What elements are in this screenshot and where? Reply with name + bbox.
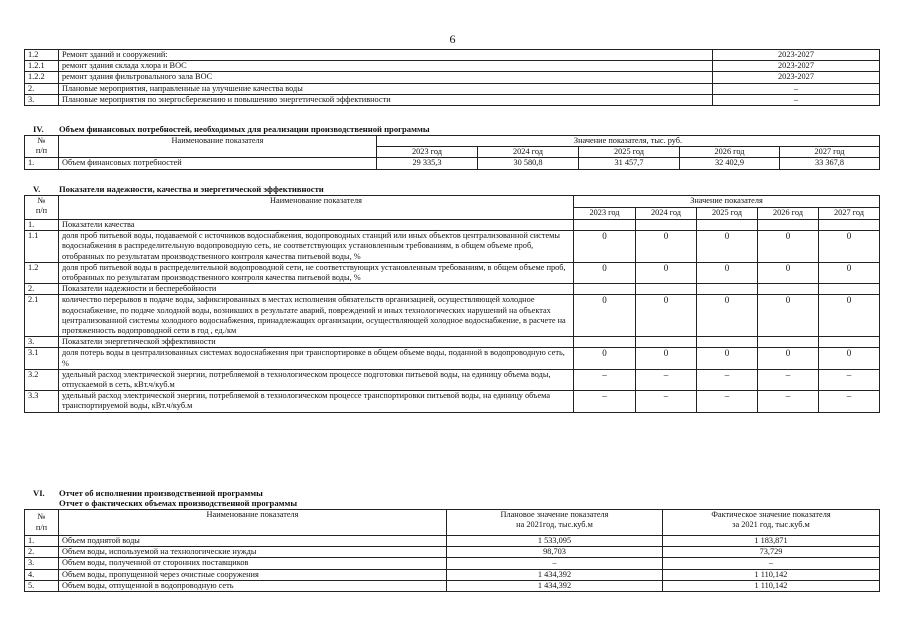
row-name: Объем воды, полученной от сторонних поставщиков	[59, 558, 447, 569]
row-value	[819, 220, 880, 231]
row-name: Объем воды, отпущенной в водопроводную сеть	[59, 580, 447, 591]
row-name: Объем финансовых потребностей	[59, 158, 377, 169]
row-value: 0	[697, 295, 758, 337]
year-header: 2026 год	[680, 147, 780, 158]
row-value: 0	[574, 262, 636, 283]
row-period: 2023-2027	[713, 72, 880, 83]
table-row	[25, 220, 880, 231]
measures-table	[24, 49, 880, 106]
row-name: Объем воды, пропущенной через очистные сооружения	[59, 569, 447, 580]
table-row	[25, 391, 880, 412]
table-row	[25, 295, 880, 337]
table-row	[25, 262, 880, 283]
row-value: –	[574, 369, 636, 390]
report-table	[24, 509, 880, 592]
row-plan: 1 533,095	[447, 536, 663, 547]
row-value	[574, 220, 636, 231]
table-row	[25, 547, 880, 558]
year-header: 2027 год	[780, 147, 880, 158]
section-4-title: Объем финансовых потребностей, необходимых для реализации производственной программы	[59, 124, 430, 134]
row-number: 1.	[25, 220, 59, 231]
row-fact: –	[663, 558, 880, 569]
row-name: Показатели качества	[59, 220, 574, 231]
section-5-heading	[33, 184, 324, 194]
row-plan: 1 434,392	[447, 569, 663, 580]
page-number: 6	[449, 32, 456, 46]
row-value	[697, 284, 758, 295]
row-number: 2.	[25, 284, 59, 295]
row-name: Показатели надежности и бесперебойности	[59, 284, 574, 295]
section-6-title: Отчет об исполнении производственной программы	[59, 488, 263, 498]
year-header: 2024 год	[636, 208, 697, 220]
row-value: 0	[574, 295, 636, 337]
row-name: ремонт здания склада хлора и ВОС	[59, 61, 713, 72]
table-row	[25, 284, 880, 295]
table-row	[25, 558, 880, 569]
row-fact: 1 110,142	[663, 580, 880, 591]
section-6-subtitle	[33, 498, 297, 508]
row-value	[697, 220, 758, 231]
row-value: 0	[697, 348, 758, 369]
row-value: 0	[758, 262, 819, 283]
row-number: 1.2	[25, 50, 59, 61]
row-value: 31 457,7	[579, 158, 680, 169]
row-number: 2.	[25, 83, 59, 94]
table-row	[25, 348, 880, 369]
table-row	[25, 369, 880, 390]
row-number: 2.1	[25, 295, 59, 337]
row-value: 30 580,8	[478, 158, 579, 169]
row-value: 0	[819, 295, 880, 337]
row-fact: 1 183,871	[663, 536, 880, 547]
row-value: 0	[819, 262, 880, 283]
report-col-fact: Фактическое значение показателя за 2021 год, тыс.куб.м	[663, 510, 880, 536]
year-header: 2024 год	[478, 147, 579, 158]
section-5-title: Показатели надежности, качества и энергетической эффективности	[59, 184, 324, 194]
row-value: 0	[758, 231, 819, 263]
report-col-plan: Плановое значение показателя на 2021год, тыс.куб.м	[447, 510, 663, 536]
year-header: 2023 год	[574, 208, 636, 220]
row-number: 3.1	[25, 348, 59, 369]
finance-col-num: № п/п	[25, 136, 59, 158]
finance-table	[24, 135, 880, 170]
row-value	[636, 337, 697, 348]
row-value: 33 367,8	[780, 158, 880, 169]
row-value: 0	[574, 348, 636, 369]
row-name: Плановые мероприятия по энергосбережению и повышению энергетической эффективности	[59, 94, 713, 105]
row-number: 4.	[25, 569, 59, 580]
table-row	[25, 72, 880, 83]
row-value	[574, 337, 636, 348]
table-row	[25, 61, 880, 72]
row-number: 2.	[25, 547, 59, 558]
row-value: –	[574, 391, 636, 412]
row-value	[758, 220, 819, 231]
indicators-col-name: Наименование показателя	[59, 196, 574, 220]
row-number: 1.2.1	[25, 61, 59, 72]
row-number: 1.	[25, 536, 59, 547]
row-period: –	[713, 94, 880, 105]
row-number: 1.	[25, 158, 59, 169]
row-value: –	[819, 391, 880, 412]
row-value	[758, 284, 819, 295]
row-name: Ремонт зданий и сооружений:	[59, 50, 713, 61]
row-value: 0	[574, 231, 636, 263]
row-value	[636, 220, 697, 231]
year-header: 2025 год	[579, 147, 680, 158]
row-name: Объем воды, используемой на технологические нужды	[59, 547, 447, 558]
row-number: 1.1	[25, 231, 59, 263]
row-fact: 73,729	[663, 547, 880, 558]
row-value: –	[758, 369, 819, 390]
row-value: –	[636, 369, 697, 390]
row-number: 3.	[25, 558, 59, 569]
year-header: 2025 год	[697, 208, 758, 220]
row-plan: –	[447, 558, 663, 569]
row-number: 1.2	[25, 262, 59, 283]
row-name: количество перерывов в подаче воды, зафиксированных в местах исполнения обязательств организацией, осуществляющей холодное водоснабжение, по подаче холодной воды, возникших в результате аварий, повреждений и иных технологических нарушений на объектах централизованной системы холодного водоснабжения, принадлежащих организации, осуществляющей холодное водоснабжение, в расчете на протяженность водопроводной сети в год , ед./км	[59, 295, 574, 337]
row-value	[636, 284, 697, 295]
row-number: 3.	[25, 94, 59, 105]
row-number: 5.	[25, 580, 59, 591]
table-row	[25, 580, 880, 591]
row-value: –	[758, 391, 819, 412]
row-number: 3.	[25, 337, 59, 348]
indicators-col-num: № п/п	[25, 196, 59, 220]
row-period: 2023-2027	[713, 50, 880, 61]
section-6-number: VI.	[33, 488, 45, 498]
table-row	[25, 158, 880, 169]
table-row	[25, 83, 880, 94]
row-value: 0	[636, 231, 697, 263]
row-value: –	[636, 391, 697, 412]
finance-col-name: Наименование показателя	[59, 136, 377, 158]
row-name: Плановые мероприятия, направленные на улучшение качества воды	[59, 83, 713, 94]
report-col-name: Наименование показателя	[59, 510, 447, 536]
row-value	[819, 284, 880, 295]
row-plan: 98,703	[447, 547, 663, 558]
table-row	[25, 536, 880, 547]
row-name: Объем поднятой воды	[59, 536, 447, 547]
row-name: доля потерь воды в централизованных системах водоснабжения при транспортировке в общем объеме воды, поданной в водопроводную сеть, %	[59, 348, 574, 369]
row-value: 29 335,3	[377, 158, 478, 169]
row-value	[697, 337, 758, 348]
row-value: –	[697, 369, 758, 390]
section-5-number: V.	[33, 184, 41, 194]
row-value: 0	[819, 231, 880, 263]
section-4-heading	[33, 124, 430, 134]
row-name: Показатели энергетической эффективности	[59, 337, 574, 348]
row-value: –	[697, 391, 758, 412]
section-6-subtitle-text: Отчет о фактических объемах производственной программы	[59, 498, 298, 508]
table-row	[25, 231, 880, 263]
table-row	[25, 94, 880, 105]
row-name: удельный расход электрической энергии, потребляемой в технологическом процессе транспортировки питьевой воды, на единицу объема транспортируемой воды, кВт.ч/куб.м	[59, 391, 574, 412]
row-number: 3.2	[25, 369, 59, 390]
section-4-number: IV.	[33, 124, 44, 134]
row-plan: 1 434,392	[447, 580, 663, 591]
row-value	[819, 337, 880, 348]
table-row	[25, 337, 880, 348]
row-period: 2023-2027	[713, 61, 880, 72]
indicators-col-value: Значение показателя	[574, 196, 880, 208]
row-name: доля проб питьевой воды в распределительной водопроводной сети, не соответствующих установленным требованиям, в общем объеме проб, отобранных по результатам производственного контроля качества питьевой воды, %	[59, 262, 574, 283]
row-value: 0	[636, 348, 697, 369]
finance-col-value: Значение показателя, тыс. руб.	[377, 136, 880, 147]
row-value	[574, 284, 636, 295]
row-number: 3.3	[25, 391, 59, 412]
row-name: доля проб питьевой воды, подаваемой с источников водоснабжения, водопроводных станций или иных объектов централизованной системы водоснабжения в распределительную водопроводную сеть, не соответствующих установленным требованиям, в общем объеме проб, отобранных по результатам производственного контроля качества питьевой воды, %	[59, 231, 574, 263]
table-row	[25, 50, 880, 61]
row-value: –	[819, 369, 880, 390]
row-value: 0	[758, 348, 819, 369]
row-value: 32 402,9	[680, 158, 780, 169]
row-value: 0	[636, 295, 697, 337]
row-fact: 1 110,142	[663, 569, 880, 580]
row-value	[758, 337, 819, 348]
section-6-heading	[33, 488, 263, 498]
row-name: ремонт здания фильтровального зала ВОС	[59, 72, 713, 83]
row-number: 1.2.2	[25, 72, 59, 83]
row-value: 0	[758, 295, 819, 337]
row-period: –	[713, 83, 880, 94]
year-header: 2027 год	[819, 208, 880, 220]
year-header: 2023 год	[377, 147, 478, 158]
row-value: 0	[819, 348, 880, 369]
row-name: удельный расход электрической энергии, потребляемой в технологическом процессе подготовки питьевой воды, на единицу объема воды, отпускаемой в сеть, кВт.ч/куб.м	[59, 369, 574, 390]
table-row	[25, 569, 880, 580]
row-value: 0	[697, 231, 758, 263]
report-col-num: № п/п	[25, 510, 59, 536]
row-value: 0	[697, 262, 758, 283]
year-header: 2026 год	[758, 208, 819, 220]
indicators-table	[24, 195, 880, 413]
row-value: 0	[636, 262, 697, 283]
